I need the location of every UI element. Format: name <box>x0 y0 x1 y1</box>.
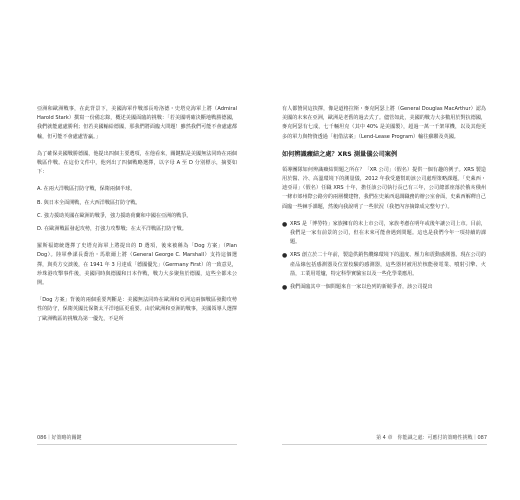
bullet-text: 我們面臨其中一個問題來自一家以色列的新競爭者，該公司提出 <box>290 284 433 291</box>
option-b: B. 與日本全面開戰，在大西洋戰區打防守戰。 <box>37 199 141 206</box>
bullet-item <box>282 220 486 248</box>
left-footer-rule <box>37 444 237 445</box>
bullet-icon: ● <box>282 252 288 260</box>
left-page <box>37 105 237 332</box>
left-paragraph-3: 羅斯福總統選擇了史塔克海軍上將提出的 D 選項，後來被稱為「Dog 方案」（Plan Dog）。陸軍參謀長喬治・馬歇爾上將（General George C. Marshall）支持這個選擇，與英方交談後，在 1941 年 3 月達成「德國優先」（Germany First）的一致意見，珍珠港攻擊事件後，美國同時與德國和日本作戰，戰力大多聚焦於德國，這些全都未公開。 <box>37 243 237 287</box>
bullet-icon: ● <box>282 220 288 228</box>
bullet-icon: ● <box>282 284 288 292</box>
right-page-folio: 第 4 章 你能識之處：可應付的策略性挑戰｜087 <box>376 435 487 441</box>
section-heading: 如何辨識癥結之處？XRS 測量儀公司案例 <box>282 150 398 158</box>
bullet-text: XRS 創立於二十年前，製造供銷售纜線環境下的溫度、壓力和震動感測器。現在公司的產品線包括感測器及位置校驗的感測器，這些器材被用於核能發電業、噴射引擎、火箭，工業用電爐，特定科學實驗室以及一些化學業應用。 <box>290 252 486 277</box>
option-c: C. 強力援助英國在歐洲的戰爭，強力援助荷蘭和中國在亞洲的戰爭。 <box>37 212 192 219</box>
left-page-folio: 086｜好策略的關鍵 <box>37 435 82 441</box>
right-paragraph-1: 有人都贊同這抉擇，像是道格拉斯・麥克阿瑟上將（General Douglas MacArthur）認為美國的未來在亞洲，歐洲是老舊的過去式了。儘管如此，美國的戰力大多數用於對抗德國，麥克阿瑟有七成，七千輛坦克（其中 40% 是美國製），超過一萬一千架軍機，以及其他更多的軍力與物資透過「租借法案」（Lend-Lease Program）輸往蘇聯及英國。 <box>282 106 486 140</box>
strategy-options-list <box>37 185 237 234</box>
bullet-item <box>282 251 486 279</box>
bullet-item <box>282 283 486 292</box>
left-paragraph-2: 為了確保美國戰勝德國，他提出四個主要選項，在他看來，關鍵點是美國無法同時在兩個戰區作戰。在這份文件中，他列出了四個戰略選擇，以字母 A 至 D 分別標示，摘要如下： <box>37 150 237 176</box>
left-paragraph-4: 「Dog 方案」背後的兩個重要判斷是：美國無法同時在歐洲和亞洲這兩個戰區發動攻勢性的防守，保衛英國比保衛太平洋地區更重要。由於歐洲和亞洲的戰事，美國領導人選擇了歐洲戰區的挑戰為第一優先，不是所 <box>37 297 237 322</box>
right-paragraph-2: 領導團隊如何辨識癥結問題之所在？「XR 公司」（假名）提供一個有趣的例子。XRS 製造用於醫、冷、高溫環境下的測量儀，2012 年我受邀幫助該公司處理策略課題。「史萊西・迪亞哥」（假名）任職 XRS 十年，擔任該公司執行長已有三年，公司總部座落於俄亥俄州一條市郊州際公路旁的兩層樓建物，我們在史萊西退調職務的辦公室會面，史萊西解釋自己面臨一些棘手課題，然後向我說明了一些狀況（我把內容摘錄成完整句子）。 <box>282 166 486 210</box>
option-d: D. 在歐洲戰區發起攻勢，打強力攻擊戰；在太平洋戰區打防守戰。 <box>37 226 187 233</box>
right-footer-rule <box>282 444 487 445</box>
option-a: A. 在兩大洋戰區打防守戰，保衛兩個半球。 <box>37 186 136 193</box>
left-paragraph-1: 亞洲和歐洲戰事，在此背景下，美國海軍作戰部長哈洛德・史塔克海軍上將（Admiral Harold Stark）撰寫一份備忘錄，概述美國面臨的挑戰：「若美國明確決斷地戰勝德國，我們就能處處勝利；但若美國輸給德國，那我們將面臨大問題！雖然我們可能不會處處都輸，但可能不會處處皆贏。」 <box>37 106 237 140</box>
bullet-text: XRS 是「博勞特」家族擁有的未上市公司，家族考慮在明年或後年讓公司上市。目前，我們是一家有前景的公司，但在未來可能會遇到問題。這也是我們今年一項持續的課題。 <box>290 220 486 246</box>
right-page <box>282 105 486 296</box>
bullet-list <box>282 220 486 292</box>
